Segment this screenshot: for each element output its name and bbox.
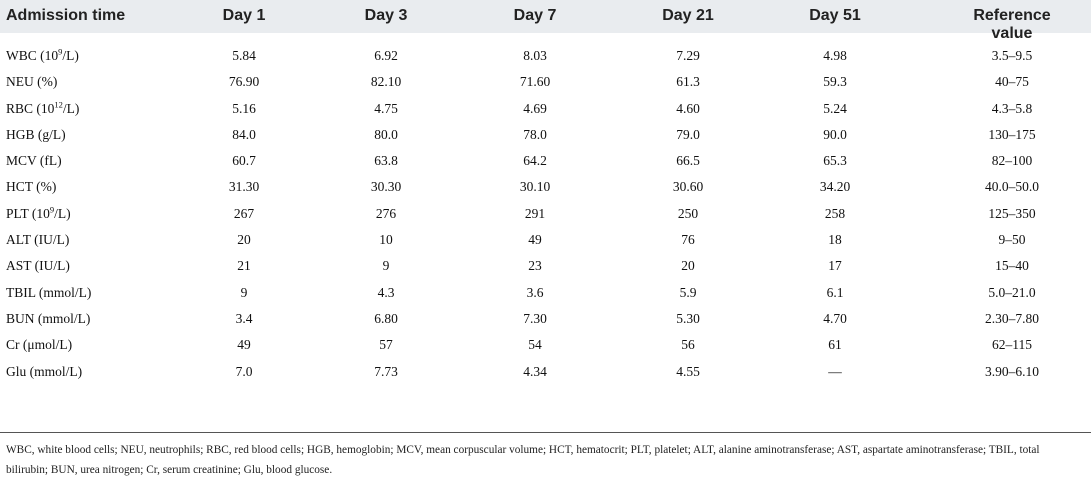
table-cell: 17 xyxy=(828,258,842,274)
table-cell: 6.1 xyxy=(826,284,844,300)
table-cell: 30.10 xyxy=(519,179,551,195)
table-cell: 49 xyxy=(528,232,542,248)
table-row xyxy=(0,96,1091,122)
table-cell: 30.60 xyxy=(672,179,704,195)
table-cell: 82–100 xyxy=(991,153,1033,169)
table-cell: 125–350 xyxy=(988,205,1036,221)
table-cell: 7.73 xyxy=(374,363,398,379)
table-cell: 5.24 xyxy=(823,100,847,116)
table-cell: 4.75 xyxy=(374,100,398,116)
row-label xyxy=(6,337,72,353)
table-cell: 57 xyxy=(379,337,393,353)
row-label-text: BUN (mmol/L) xyxy=(6,310,91,326)
header-cell-3: Day 7 xyxy=(513,7,557,24)
table-cell: 130–175 xyxy=(988,126,1036,142)
table-cell: 7.29 xyxy=(676,48,700,63)
table-cell: 291 xyxy=(524,205,546,221)
table-cell: 250 xyxy=(677,205,699,221)
table-footnote: WBC, white blood cells; NEU, neutrophils; RBC, red blood cells; HGB, hemoglobin; MCV, mean corpuscular volume; HCT, hematocrit; PLT, platelet; ALT, alanine aminotransferase; AST, aspartate aminotransferase; TBIL, total bilirubin; BUN, urea nitrogen; Cr, serum creatinine; Glu, blood glucose. xyxy=(6,444,1040,476)
table-cell: 9–50 xyxy=(998,232,1026,248)
table-cell: 71.60 xyxy=(519,74,551,90)
header-cell-0: Admission time xyxy=(6,7,126,24)
table-cell: 8.03 xyxy=(523,48,547,63)
table-cell: 82.10 xyxy=(370,74,402,90)
table-cell: 7.0 xyxy=(235,363,253,379)
table-cell: 63.8 xyxy=(374,153,398,169)
table-cell: 4.69 xyxy=(523,100,547,116)
table-row xyxy=(0,122,1091,148)
table-cell: 5.84 xyxy=(232,48,256,63)
table-cell: 20 xyxy=(237,232,251,248)
table-row xyxy=(0,148,1091,174)
table-cell: 49 xyxy=(237,337,251,353)
row-label-suffix: /L) xyxy=(62,48,79,63)
table-cell: 6.92 xyxy=(374,48,398,63)
row-label-suffix: /L) xyxy=(54,205,71,221)
table-cell: 5.9 xyxy=(679,284,697,300)
row-label-text: PLT (10 xyxy=(6,205,50,221)
row-label-text: ALT (IU/L) xyxy=(6,232,70,248)
table-cell: 31.30 xyxy=(228,179,260,195)
table-cell: 15–40 xyxy=(995,258,1029,274)
table-cell: 4.55 xyxy=(676,363,700,379)
table-cell: 9 xyxy=(382,258,390,274)
table-cell: — xyxy=(828,363,842,379)
row-label xyxy=(6,311,90,327)
table-cell: 79.0 xyxy=(676,126,700,142)
table-header xyxy=(0,0,1091,42)
row-label xyxy=(6,153,62,169)
table-cell: 4.60 xyxy=(676,100,700,116)
row-label-exponent: 12 xyxy=(54,99,63,110)
table-cell: 4.34 xyxy=(523,363,547,379)
table-cell: 66.5 xyxy=(676,153,700,169)
table-cell: 6.80 xyxy=(374,310,398,326)
table-cell: 30.30 xyxy=(370,179,402,195)
table-row xyxy=(0,201,1091,227)
header-cell-5: Day 51 xyxy=(809,7,861,24)
row-label xyxy=(6,364,82,380)
table-cell: 76 xyxy=(681,232,695,248)
table-cell: 40.0–50.0 xyxy=(985,179,1039,195)
table-cell: 20 xyxy=(681,258,695,274)
table-cell: 9 xyxy=(240,284,248,300)
table-cell: 90.0 xyxy=(823,126,847,142)
table-row xyxy=(0,227,1091,253)
table-cell: 276 xyxy=(375,205,397,221)
table-cell: 59.3 xyxy=(823,74,847,90)
table-cell: 18 xyxy=(828,232,842,248)
table-cell: 5.30 xyxy=(676,310,700,326)
header-cell-2: Day 3 xyxy=(364,7,408,24)
row-label-suffix: /L) xyxy=(62,100,80,116)
table-cell: 62–115 xyxy=(992,337,1032,353)
row-label-text: NEU (%) xyxy=(6,74,58,90)
table-cell: 65.3 xyxy=(823,153,847,169)
row-label xyxy=(6,101,79,117)
header-cell-6: Reference value xyxy=(973,7,1051,42)
table-cell: 64.2 xyxy=(523,153,547,169)
table-cell: 4.70 xyxy=(823,310,847,326)
row-label-text: WBC (10 xyxy=(6,48,59,63)
table-cell: 23 xyxy=(528,258,542,274)
table-cell: 4.3 xyxy=(377,284,395,300)
table-row xyxy=(0,253,1091,279)
table-row xyxy=(0,280,1091,306)
table-cell: 7.30 xyxy=(523,310,547,326)
row-label xyxy=(6,179,56,195)
table-cell: 2.30–7.80 xyxy=(985,310,1039,326)
table-row xyxy=(0,306,1091,332)
table-cell: 80.0 xyxy=(374,126,398,142)
header-cell-4: Day 21 xyxy=(662,7,714,24)
row-label-text: TBIL (mmol/L) xyxy=(6,284,92,300)
table-row xyxy=(0,332,1091,358)
table-row xyxy=(0,359,1091,385)
row-label xyxy=(6,206,71,222)
table-cell: 5.0–21.0 xyxy=(988,284,1036,300)
table-cell: 3.4 xyxy=(235,310,253,326)
table-row xyxy=(0,43,1091,69)
table-cell: 60.7 xyxy=(232,153,256,169)
table-cell: 10 xyxy=(379,232,393,248)
row-label-text: RBC (10 xyxy=(6,100,55,116)
table-row xyxy=(0,174,1091,200)
table-cell: 54 xyxy=(528,337,542,353)
table-cell: 40–75 xyxy=(995,74,1029,90)
row-label-exponent: 9 xyxy=(58,46,63,57)
table-bottom-rule xyxy=(0,432,1091,433)
row-label-text: Cr (μmol/L) xyxy=(6,337,73,353)
table-cell: 258 xyxy=(824,205,846,221)
table-cell: 3.90–6.10 xyxy=(985,363,1039,379)
table-row xyxy=(0,69,1091,95)
row-label xyxy=(6,285,91,301)
table-cell: 21 xyxy=(237,258,251,274)
table-body xyxy=(0,43,1091,385)
table-cell: 56 xyxy=(681,337,695,353)
table-cell: 76.90 xyxy=(228,74,260,90)
table-cell: 61.3 xyxy=(676,74,700,90)
row-label-text: HGB (g/L) xyxy=(6,126,66,142)
row-label-text: HCT (%) xyxy=(6,179,57,195)
table-cell: 267 xyxy=(233,205,255,221)
row-label-text: MCV (fL) xyxy=(6,153,62,169)
row-label-text: AST (IU/L) xyxy=(6,258,70,274)
table-cell: 3.5–9.5 xyxy=(991,48,1033,63)
table-cell: 3.6 xyxy=(526,284,544,300)
table-cell: 34.20 xyxy=(819,179,851,195)
header-cell-1: Day 1 xyxy=(222,7,266,24)
table-cell: 84.0 xyxy=(232,126,256,142)
row-label xyxy=(6,74,57,90)
table-cell: 5.16 xyxy=(232,100,256,116)
row-label xyxy=(6,232,69,248)
row-label xyxy=(6,258,70,274)
table-cell: 78.0 xyxy=(523,126,547,142)
table-cell: 4.3–5.8 xyxy=(991,100,1033,116)
table-cell: 61 xyxy=(828,337,842,353)
row-label xyxy=(6,48,79,64)
row-label-text: Glu (mmol/L) xyxy=(6,363,83,379)
row-label xyxy=(6,127,66,143)
row-label-exponent: 9 xyxy=(49,204,55,215)
table-cell: 4.98 xyxy=(823,48,847,63)
